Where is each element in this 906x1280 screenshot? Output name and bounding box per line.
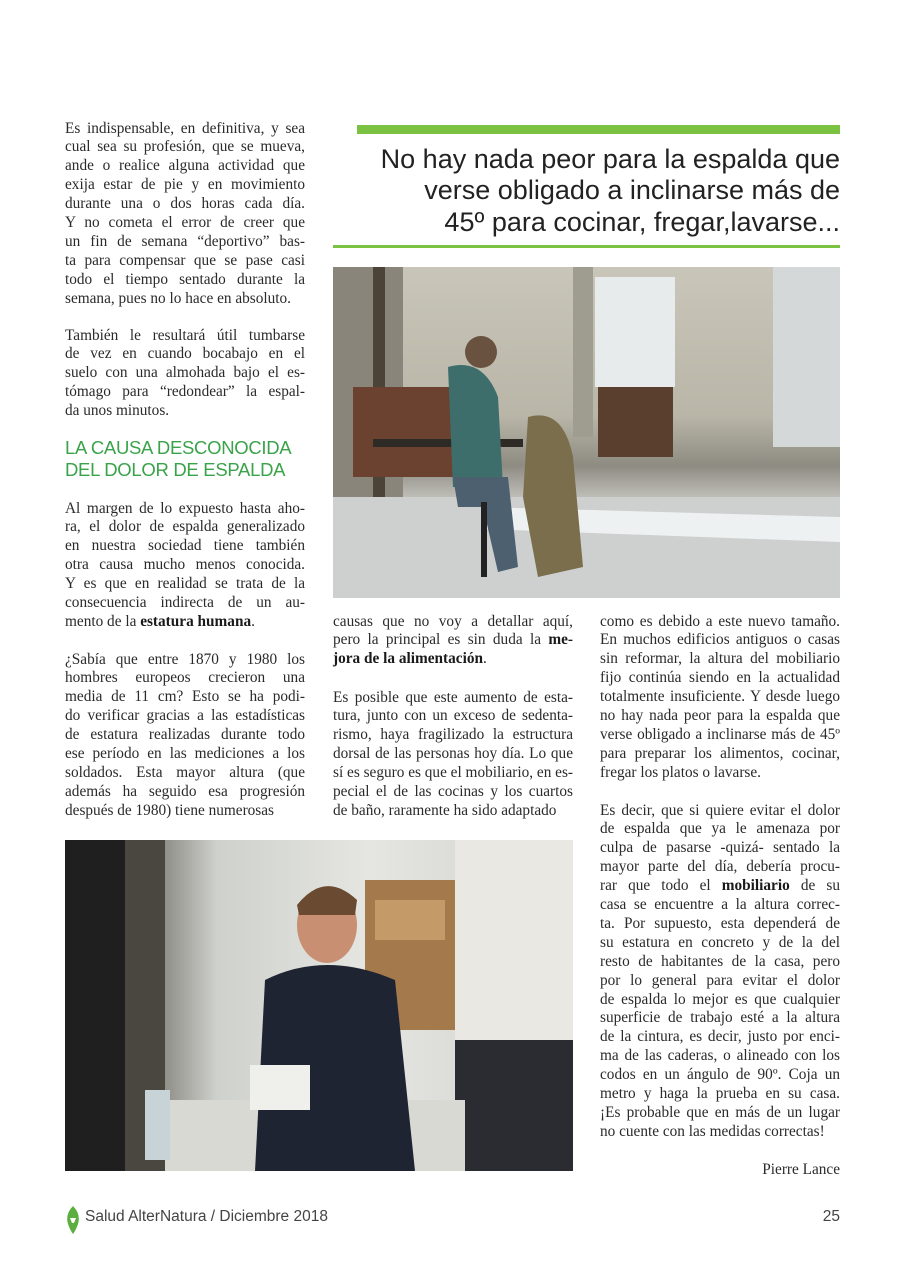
body-text-line: además ha seguido esa progresión bbox=[65, 782, 305, 800]
section-heading: DEL DOLOR DE ESPALDA bbox=[65, 459, 286, 480]
body-text-line: mayor parte del día, debería procu- bbox=[600, 858, 840, 876]
body-text-line: Y es que en realidad se trata de la bbox=[65, 575, 305, 593]
body-text-line: en nuestra sociedad tiene también bbox=[65, 537, 305, 555]
body-text-line: ande o realice alguna actividad que bbox=[65, 157, 305, 175]
body-text-line: un fin de semana “deportivo” bas- bbox=[65, 232, 305, 250]
body-text-line: metro y haga la prueba en su casa. bbox=[600, 1085, 840, 1102]
body-text-line: tómago para “redondear” la espal- bbox=[65, 383, 305, 401]
body-text-line: Es indispensable, en definitiva, y sea bbox=[65, 119, 305, 137]
pull-quote-divider bbox=[333, 245, 840, 248]
body-text-line: todo el tiempo sentado durante la bbox=[65, 270, 305, 288]
body-text-line: totalmente insuficiente. Y desde luego bbox=[600, 688, 840, 706]
pull-quote-line: 45º para cocinar, fregar,lavarse... bbox=[444, 207, 840, 237]
body-text-line: Y no cometa el error de creer que bbox=[65, 214, 305, 231]
body-text-line: ¿Sabía que entre 1870 y 1980 los bbox=[65, 650, 305, 668]
body-text-line: casa se encuentre a la altura correc- bbox=[600, 896, 840, 913]
body-text-line: como es debido a este nuevo tamaño. bbox=[600, 612, 840, 630]
body-text-line: Es decir, que si quiere evitar el dolor bbox=[600, 801, 840, 819]
body-text-line: soldados. Esta mayor altura (que bbox=[65, 763, 305, 781]
body-text-line: por lo general para evitar el dolor bbox=[600, 971, 840, 989]
body-text-line: media de 11 cm? Esto se ha podi- bbox=[65, 688, 305, 706]
text-span: pero la principal es sin duda la bbox=[333, 631, 549, 649]
body-text-line: hombres europeos crecieron una bbox=[65, 669, 305, 687]
body-text-line: dorsal de las personas hoy día. Lo que bbox=[333, 745, 573, 763]
body-text-line: durante una o dos horas cada día. bbox=[65, 195, 305, 213]
body-text-line: causas que no voy a detallar aquí, bbox=[333, 612, 573, 630]
text-span: de su bbox=[789, 877, 840, 895]
body-text-line: codos en un ángulo de 90º. Coja un bbox=[600, 1066, 840, 1084]
body-text-line: fijo continúa siendo en la actualidad bbox=[600, 669, 840, 687]
text-span: mento de la bbox=[65, 612, 141, 630]
body-text-line bbox=[333, 630, 573, 649]
body-text-line: de espalda lo mejor es que cualquier bbox=[600, 990, 840, 1008]
body-text-line bbox=[600, 876, 840, 895]
body-text-line: En muchos edificios antiguos o casas bbox=[600, 631, 840, 649]
photo-man-studying-at-table bbox=[333, 267, 840, 598]
section-heading: LA CAUSA DESCONOCIDA bbox=[65, 437, 292, 458]
body-text-line bbox=[65, 612, 305, 631]
body-text-line: cual sea su profesión, que se mueva, bbox=[65, 138, 305, 156]
body-text-line: superficie de trabajo esté a la altura bbox=[600, 1009, 840, 1027]
body-text-line: de la cintura, es decir, justo por enci- bbox=[600, 1028, 840, 1046]
body-text-line: no hay nada peor para la espalda que bbox=[600, 707, 840, 724]
body-text-line: culpa de pasarse -quizá- sentado la bbox=[600, 839, 840, 857]
body-text-line: suelo con una almohada bajo el es- bbox=[65, 364, 305, 382]
pull-quote-top-bar bbox=[357, 125, 840, 134]
pull-quote-line: No hay nada peor para la espalda que bbox=[380, 144, 840, 174]
leaf-logo-icon bbox=[66, 1206, 80, 1234]
bold-emphasis: mobiliario bbox=[721, 877, 790, 895]
body-text-line: ma de las caderas, o alineado con los bbox=[600, 1047, 840, 1065]
body-text-line: rismo, haya fragilizado la estructura bbox=[333, 726, 573, 744]
bold-emphasis: me- bbox=[548, 631, 573, 649]
body-text-line: consecuencia indirecta de un au- bbox=[65, 594, 305, 611]
bold-emphasis: estatura humana bbox=[140, 612, 252, 630]
body-text-line: do verificar gracias a las estadísticas bbox=[65, 707, 305, 725]
body-text-line: Al margen de lo expuesto hasta aho- bbox=[65, 499, 305, 517]
text-span: . bbox=[482, 650, 487, 668]
body-text-line: fregar los platos o lavarse. bbox=[600, 763, 761, 781]
body-text-line: También le resultará útil tumbarse bbox=[65, 326, 305, 344]
body-text-line: no cuente con las medidas correctas! bbox=[600, 1122, 825, 1140]
page-number: 25 bbox=[822, 1208, 840, 1225]
text-span: rar que todo el bbox=[600, 877, 722, 895]
body-text-line: semana, pues no lo hace en absoluto. bbox=[65, 289, 291, 307]
body-text-line: resto de habitantes de la casa, pero bbox=[600, 952, 840, 970]
footer-publication: Salud AlterNatura / Diciembre 2018 bbox=[85, 1208, 328, 1225]
body-text-line: tura, junto con un exceso de sedenta- bbox=[333, 707, 573, 725]
body-text-line: de baño, raramente ha sido adaptado bbox=[333, 801, 557, 819]
body-text-line: ta. Por supuesto, esta dependerá de bbox=[600, 914, 840, 932]
photo-barista-at-counter bbox=[65, 840, 573, 1171]
body-text-line: ¡Es probable que en más de un lugar bbox=[600, 1103, 840, 1121]
body-text-line: su estatura en concreto y de la del bbox=[600, 933, 840, 951]
body-text-line: para preparar los alimentos, cocinar, bbox=[600, 744, 840, 762]
body-text-line: sí es seguro es que el mobiliario, en es- bbox=[333, 764, 574, 782]
body-text-line: da unos minutos. bbox=[65, 402, 170, 420]
body-text-line: de estatura realizadas durante todo bbox=[65, 726, 305, 744]
pull-quote-line: verse obligado a inclinarse más de bbox=[424, 175, 840, 205]
body-text-line: sin reformar, la altura del mobiliario bbox=[600, 650, 840, 668]
body-text-line: de espalda que ya le amenaza por bbox=[600, 820, 840, 838]
author-byline: Pierre Lance bbox=[762, 1161, 840, 1178]
body-text-line: exija estar de pie y en movimiento bbox=[65, 176, 305, 194]
body-text-line: pecial el de las cocinas y los cuartos bbox=[333, 783, 573, 800]
body-text-line: ra, el dolor de espalda generalizado bbox=[65, 518, 305, 536]
bold-emphasis: jora de la alimentación bbox=[333, 650, 483, 668]
body-text-line: después de 1980) tiene numerosas bbox=[65, 801, 275, 819]
body-text-line: otra causa mucho menos conocida. bbox=[65, 556, 305, 574]
text-span: . bbox=[251, 612, 255, 630]
body-text-line: de vez en cuando bocabajo en el bbox=[65, 345, 305, 363]
body-text-line bbox=[333, 649, 573, 668]
body-text-line: ta para compensar que se pase casi bbox=[65, 251, 305, 269]
body-text-line: ese período en las mediciones a los bbox=[65, 745, 305, 762]
body-text-line: verse obligado a inclinarse más de 45º bbox=[600, 725, 840, 743]
body-text-line: Es posible que este aumento de esta- bbox=[333, 688, 573, 706]
